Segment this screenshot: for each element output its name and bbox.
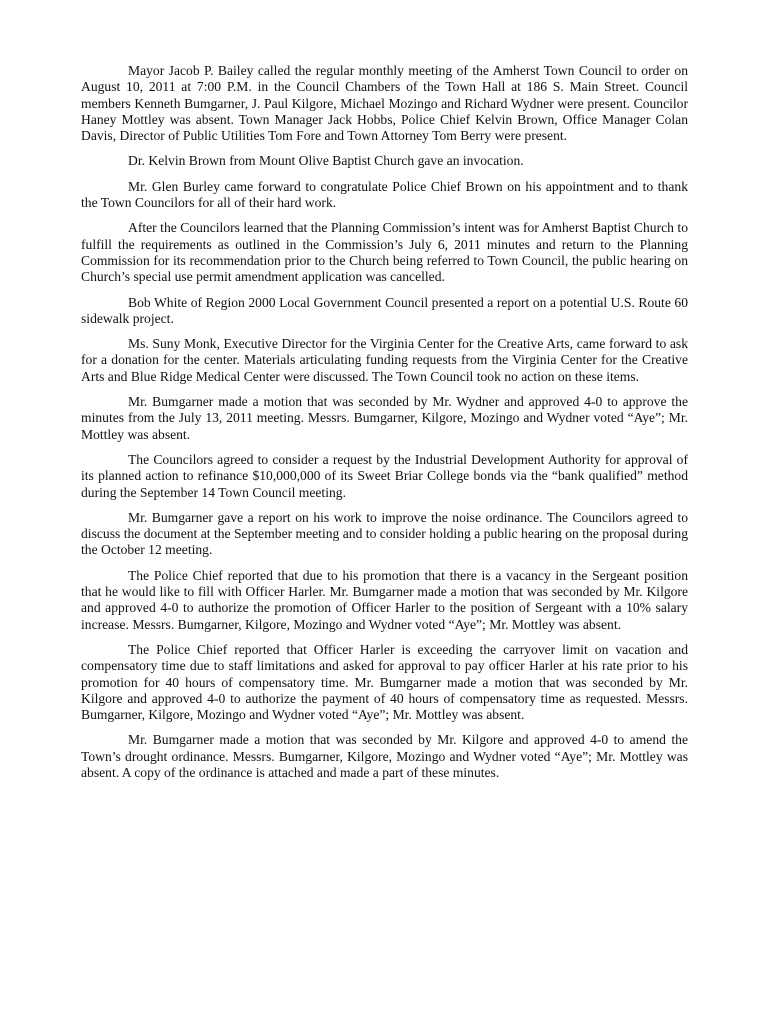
paragraph-drought-ordinance: Mr. Bumgarner made a motion that was seconded by Mr. Kilgore and approved 4-0 to amend the Town’s drought ordinance. Messrs. Bumgarner, Kilgore, Mozingo and Wydner voted “Aye”; Mr. Mottley was absent. A copy of the ordinance is attached and made a part of these minutes. [81, 732, 688, 780]
paragraph-minutes-approval: Mr. Bumgarner made a motion that was seconded by Mr. Wydner and approved 4-0 to approve the minutes from the July 13, 2011 meeting. Messrs. Bumgarner, Kilgore, Mozingo and Wydner voted “Aye”; Mr. Mottley was absent. [81, 394, 688, 442]
paragraph-compensatory-time: The Police Chief reported that Officer Harler is exceeding the carryover limit on vacation and compensatory time due to staff limitations and asked for approval to pay officer Harler at his rate prior to his promotion for 40 hours of compensatory time. Mr. Bumgarner made a motion that was seconded by Mr. Kilgore and approved 4-0 to authorize the payment of 40 hours of compensatory time as requested. Messrs. Bumgarner, Kilgore, Mozingo and Wydner voted “Aye”; Mr. Mottley was absent. [81, 641, 688, 723]
paragraph-call-to-order: Mayor Jacob P. Bailey called the regular monthly meeting of the Amherst Town Council to order on August 10, 2011 at 7:00 P.M. in the Council Chambers of the Town Hall at 186 S. Main Street. Council members Kenneth Bumgarner, J. Paul Kilgore, Michael Mozingo and Richard Wydner were present. Councilor Haney Mottley was absent. Town Manager Jack Hobbs, Police Chief Kelvin Brown, Office Manager Colan Davis, Director of Public Utilities Tom Fore and Town Attorney Tom Berry were present. [81, 63, 688, 144]
paragraph-sergeant-promotion: The Police Chief reported that due to his promotion that there is a vacancy in the Sergeant position that he would like to fill with Officer Harler. Mr. Bumgarner made a motion that was seconded by Mr. Kilgore and approved 4-0 to authorize the promotion of Officer Harler to the position of Sergeant with a 10% salary increase. Messrs. Bumgarner, Kilgore, Mozingo and Wydner voted “Aye”; Mr. Mottley was absent. [81, 567, 688, 632]
paragraph-bond-refinance: The Councilors agreed to consider a request by the Industrial Development Authority for approval of its planned action to refinance $10,000,000 of its Sweet Briar College bonds via the “bank qualified” method during the September 14 Town Council meeting. [81, 451, 688, 500]
paragraph-donation-request: Ms. Suny Monk, Executive Director for the Virginia Center for the Creative Arts, came forward to ask for a donation for the center. Materials articulating funding requests from the Virginia Center for the Creative Arts and Blue Ridge Medical Center were discussed. The Town Council took no action on these items. [81, 336, 688, 384]
paragraph-noise-ordinance: Mr. Bumgarner gave a report on his work to improve the noise ordinance. The Councilors agreed to discuss the document at the September meeting and to consider holding a public hearing on the proposal during the October 12 meeting. [81, 509, 688, 558]
paragraph-congratulations: Mr. Glen Burley came forward to congratulate Police Chief Brown on his appointment and to thank the Town Councilors for all of their hard work. [81, 178, 688, 211]
paragraph-sidewalk-report: Bob White of Region 2000 Local Government Council presented a report on a potential U.S. Route 60 sidewalk project. [81, 294, 688, 326]
minutes-document [81, 63, 688, 790]
paragraph-invocation: Dr. Kelvin Brown from Mount Olive Baptist Church gave an invocation. [128, 153, 524, 169]
paragraph-public-hearing: After the Councilors learned that the Planning Commission’s intent was for Amherst Baptist Church to fulfill the requirements as outlined in the Commission’s July 6, 2011 minutes and return to the Planning Commission for its recommendation prior to the Church being referred to Town Council, the public hearing on Church’s special use permit amendment application was cancelled. [81, 220, 688, 285]
